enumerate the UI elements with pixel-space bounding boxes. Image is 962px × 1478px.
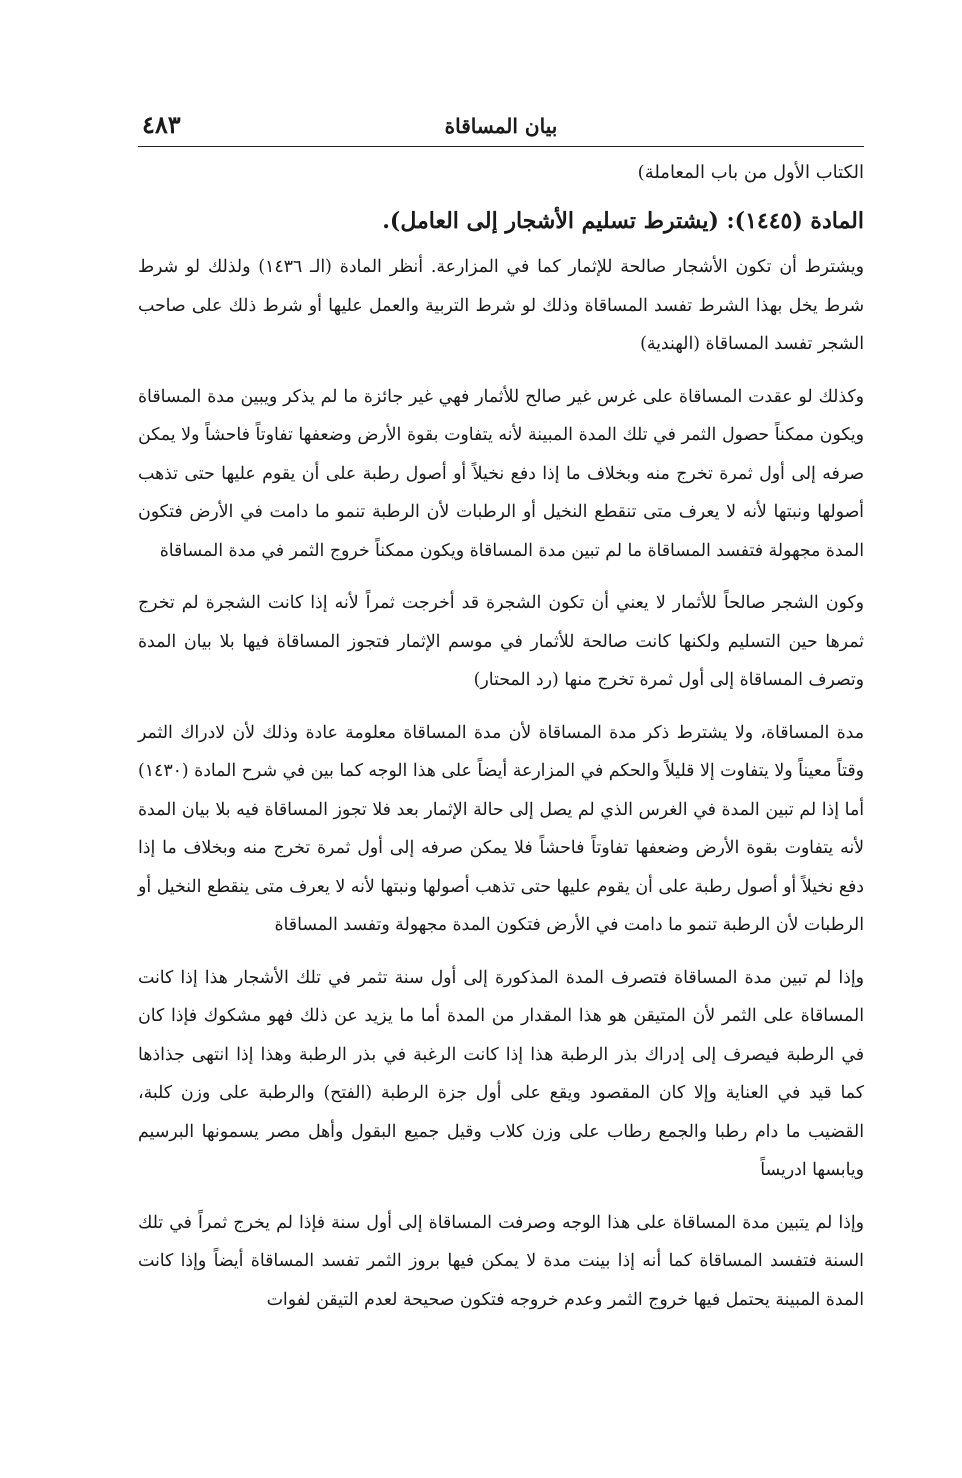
paragraph-4: مدة المساقاة، ولا يشترط ذكر مدة المساقاة لأن مدة المساقاة معلومة عادة وذلك لأن لادراك الثمر وقتاً معيناً ولا يتفاوت إلا قليلاً والحكم في المزارعة أيضاً على هذا الوجه كما بين في شرح المادة (١٤٣٠) أما إذا لم تبين المدة في الغرس الذي لم يصل إلى حالة الإثمار بعد فلا تجوز المساقاة فيه بلا بيان المدة لأنه يتفاوت بقوة الأرض وضعفها تفاوتاً فاحشاً فلا يمكن صرفه إلى أول ثمرة تخرج منه وبخلاف ما إذا دفع نخيلاً أو أصول رطبة على أن يقوم عليها حتى تذهب أصولها ونبتها لأنه لا يعرف متى ينقطع النخيل أو الرطبات لأن الرطبة تنمو ما دامت في الأرض فتكون المدة مجهولة وتفسد المساقاة xyxy=(138,722,865,935)
book-reference: الكتاب الأول من باب المعاملة) xyxy=(637,162,864,183)
page-header xyxy=(138,100,864,144)
paragraph-1: ويشترط أن تكون الأشجار صالحة للإثمار كما في المزارعة. أنظر المادة (الـ ١٤٣٦) ولذلك لو شرط شرط يخل بهذا الشرط تفسد المساقاة وذلك لو شرط التربية والعمل عليها أو شرط ذلك على صاحب الشجر تفسد المساقاة (الهندية) xyxy=(138,257,864,354)
paragraph-6: وإذا لم يتبين مدة المساقاة على هذا الوجه وصرفت المساقاة إلى أول سنة فإذا لم يخرج ثمراً في تلك السنة فتفسد المساقاة كما أنه إذا بينت مدة لا يمكن فيها بروز الثمر تفسد المساقاة أيضاً وإذا كانت المدة المبينة يحتمل فيها خروج الثمر وعدم خروجه فتكون صحيحة لعدم التيقن لفوات xyxy=(138,1212,864,1310)
paragraph-3: وكون الشجر صالحاً للأثمار لا يعني أن تكون الشجرة قد أخرجت ثمراً لأنه إذا كانت الشجرة لم تخرج ثمرها حين التسليم ولكنها كانت صالحة للأثمار في موسم الإثمار فتجوز المساقاة فيها بلا بيان المدة وتصرف المساقاة إلى أول ثمرة تخرج منها (رد المحتار) xyxy=(138,593,864,690)
page-number: ٤٨٣ xyxy=(142,110,181,139)
article-heading: المادة (١٤٤٥): (يشترط تسليم الأشجار إلى العامل). xyxy=(382,208,864,234)
paragraph-5: وإذا لم تبين مدة المساقاة فتصرف المدة المذكورة إلى أول سنة تثمر في تلك الأشجار هذا إذا كانت المساقاة على الثمر لأن المتيقن هو هذا المقدار من المدة أما ما يزيد عن ذلك فهو مشكوك فإذا كان في الرطبة فيصرف إلى إدراك بذر الرطبة هذا إذا كانت الرغبة في بذر الرطبة وهذا إذا انتهى جذاذها كما قيد في العناية وإلا كان المقصود ويقع على أول جزة الرطبة (الفتح) والرطبة على وزن كلبة، القضيب ما دام رطبا والجمع رطاب على وزن كلاب وقيل جميع البقول وأهل مصر يسمونها البرسيم ويابسها ادريساً xyxy=(138,967,864,1180)
running-title: بيان المساقاة xyxy=(444,114,558,138)
book-page xyxy=(138,100,864,1430)
paragraph-2: وكذلك لو عقدت المساقاة على غرس غير صالح للأثمار فهي غير جائزة ما لم يذكر ويبين مدة المساقاة ويكون ممكناً حصول الثمر في تلك المدة المبينة لأنه يتفاوت بقوة الأرض وضعفها تفاوتاً فاحشاً ولا يمكن صرفه إلى أول ثمرة تخرج منه وبخلاف ما إذا دفع نخيلاً أو أصول رطبة على أن يقوم عليها حتى تذهب أصولها ونبتها لأنه لا يعرف متى تنقطع النخيل أو الرطبات لأن الرطبة تنمو ما دامت في الأرض فتكون المدة مجهولة فتفسد المساقاة ما لم تبين مدة المساقاة ويكون ممكناً خروج الثمر في مدة المساقاة xyxy=(138,386,864,561)
header-divider xyxy=(138,146,864,147)
